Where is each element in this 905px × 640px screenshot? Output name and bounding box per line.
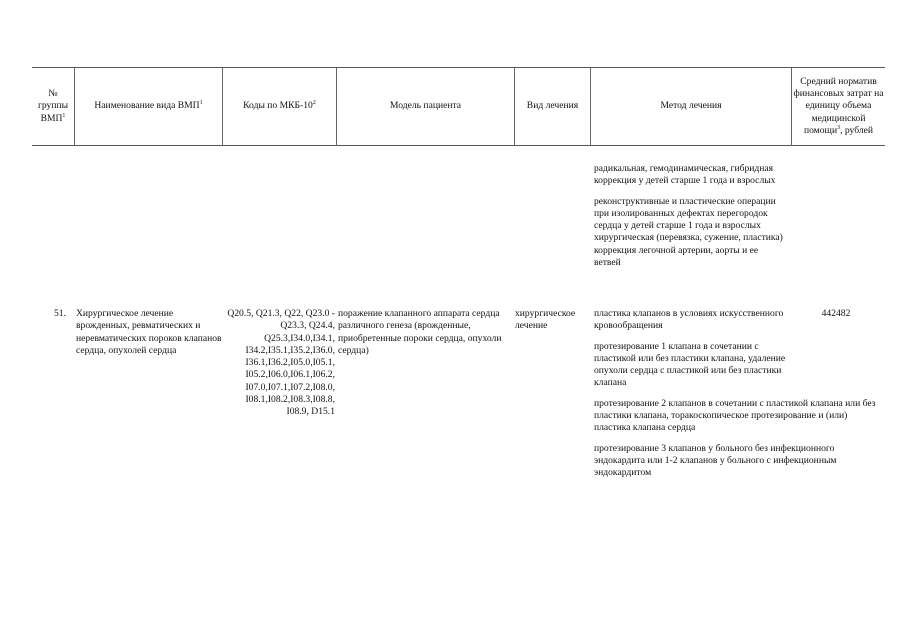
header-bottom-border xyxy=(32,145,885,146)
header-treatment-type: Вид лечения xyxy=(526,100,579,112)
method-item: протезирование 3 клапанов у больного без инфекционного эндокардита или 1-2 клапанов у больного с инфекционным эндокардитом xyxy=(594,442,837,479)
row-cost: 442482 xyxy=(821,308,851,319)
header-norm-cost: Средний норматив финансовых затрат на единицу объема медицинской помощи$^3$, рублей xyxy=(793,75,884,136)
row-icd-codes: Q20.5, Q21.3, Q22, Q23.0 - Q23.3, Q24.4, Q25.3,I34.0,I34.1, I34.2,I35.1,I35.2,I36.0, I36.1,I36.2,I05.0,I05.1, I05.2,I06.0,I06.1,I06.2, I07.0,I07.1,I07.2,I08.0, I08.1,I08.2,I08.3,I08.8, I08.9, D15.1 xyxy=(227,308,335,418)
header-treatment-method: Метод лечения xyxy=(660,100,722,112)
row-treatment-type: хирургическое лечение xyxy=(515,308,576,332)
continuation-methods xyxy=(594,163,784,269)
header-icd-codes: Коды по МКБ-$10^2$ xyxy=(243,100,316,112)
method-item: пластика клапанов в условиях искусственного кровообращения xyxy=(594,308,784,332)
row-vmp-name: Хирургическое лечение врожденных, ревматических и неревматических пороков клапанов сердца, опухолей сердца xyxy=(76,308,222,356)
header-group-number: № группы ВМП$^1$ xyxy=(37,88,69,124)
header-patient-model: Модель пациента xyxy=(389,100,462,112)
method-item: протезирование 1 клапана в сочетании с пластикой или без пластики клапана, удаление опухоли сердца с пластикой или без пластики клапана xyxy=(594,340,786,389)
method-item: протезирование 2 клапанов в сочетании с пластикой клапана или без пластики клапана, торакоскопическое протезирование и (или) пластика клапана сердца xyxy=(594,397,876,434)
header-vmp-name: Наименование вида ВМП$^1$ xyxy=(94,100,203,112)
row-number: 51. xyxy=(54,308,66,319)
row-methods xyxy=(594,308,882,480)
row-patient-model: поражение клапанного аппарата сердца различного генеза (врожденные, приобретенные пороки сердца, опухоли сердца) xyxy=(338,308,502,356)
method-item: реконструктивные и пластические операции при изолированных дефектах перегородок сердца у детей старше 1 года и взрослых хирургическая (перевязка, сужение, пластика) коррекция легочной артерии, аорты и ее ветвей xyxy=(594,195,783,269)
method-item: радикальная, гемодинамическая, гибридная коррекция у детей старше 1 года и взрослых xyxy=(594,163,776,187)
